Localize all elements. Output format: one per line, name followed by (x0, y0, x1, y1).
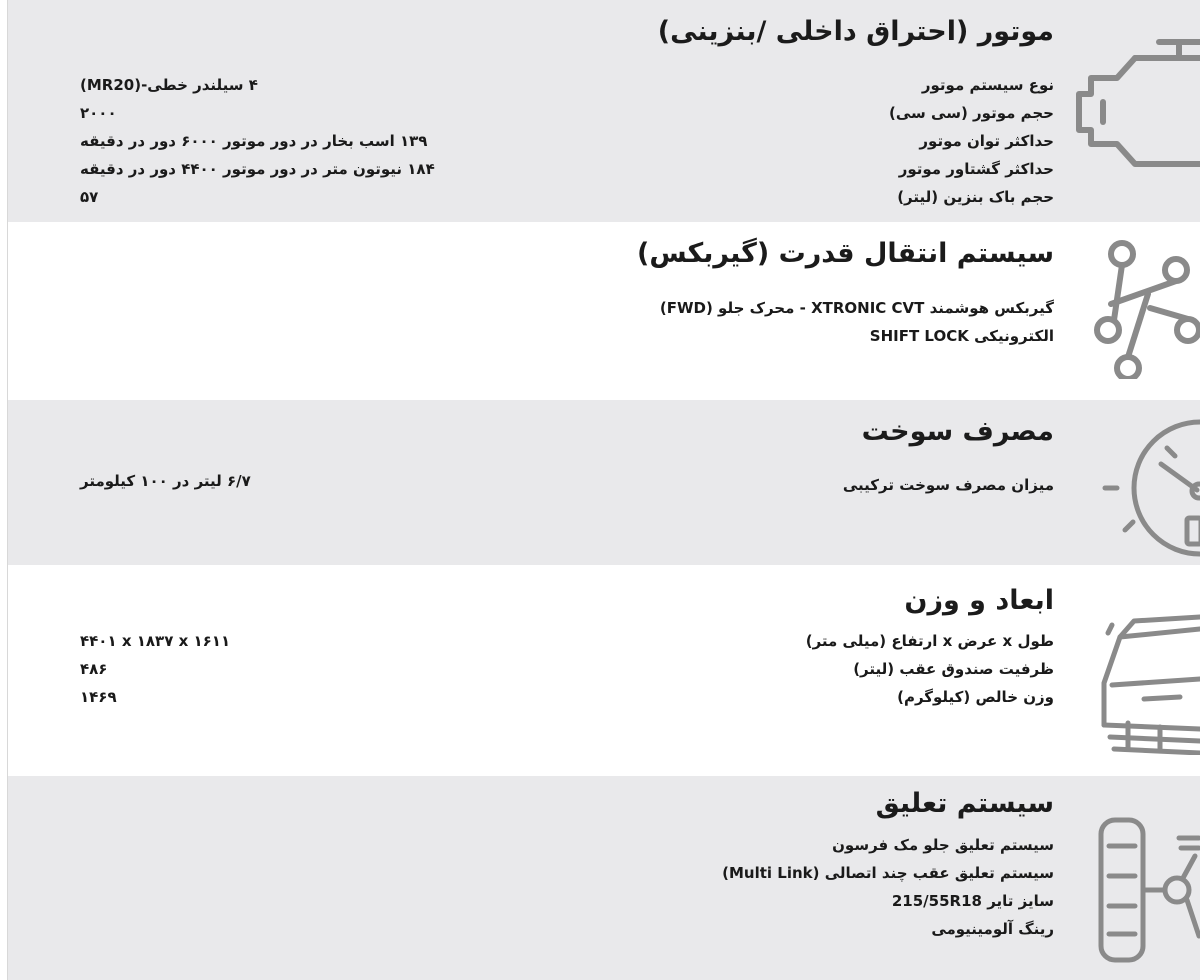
spec-label: حداکثر توان موتور (919, 132, 1054, 150)
spec-value: ۴۸۶ (80, 660, 108, 678)
car-dimensions-icon (1100, 613, 1200, 755)
spec-value: ۵۷ (80, 188, 99, 206)
spec-labels (494, 294, 1054, 350)
spec-label: سیستم تعلیق عقب چند اتصالی (Multi Link) (722, 864, 1054, 882)
spec-label: وزن خالص (کیلوگرم) (897, 688, 1054, 706)
engine-icon (1075, 22, 1200, 182)
spec-label: طول x عرض x ارتفاع (میلی متر) (805, 632, 1054, 650)
section-suspension (0, 776, 1200, 980)
section-fuel (0, 400, 1200, 565)
section-transmission (0, 222, 1200, 400)
spec-label: SHIFT LOCK الکترونیکی (869, 327, 1054, 345)
section-title: مصرف سوخت (861, 416, 1054, 447)
spec-values (80, 467, 600, 495)
spec-label: نوع سیستم موتور (921, 76, 1054, 94)
spec-value: ۴ سیلندر خطی-(MR20) (80, 76, 258, 94)
spec-value: ۶/۷ لیتر در ۱۰۰ کیلومتر (80, 472, 251, 490)
spec-label: رینگ آلومینیومی (931, 920, 1054, 938)
gear-shift-icon (1090, 234, 1200, 379)
spec-label: حداکثر گشتاور موتور (898, 160, 1054, 178)
spec-label: ظرفیت صندوق عقب (لیتر) (853, 660, 1054, 678)
spec-label: حجم موتور (سی سی) (889, 104, 1054, 122)
spec-labels (494, 831, 1054, 943)
section-title: موتور (احتراق داخلی /بنزینی) (657, 16, 1054, 47)
spec-label: حجم باک بنزین (لیتر) (897, 188, 1054, 206)
spec-value: ۱۳۹ اسب بخار در دور موتور ۶۰۰۰ دور در دقیقه (80, 132, 428, 150)
spec-value: ۱۴۶۹ (80, 688, 117, 706)
section-title: ابعاد و وزن (904, 585, 1054, 616)
spec-label: میزان مصرف سوخت ترکیبی (842, 476, 1054, 494)
section-dimensions (0, 565, 1200, 776)
spec-value: ۱۸۴ نیوتون متر در دور موتور ۴۴۰۰ دور در دقیقه (80, 160, 435, 178)
section-title: سیستم انتقال قدرت (گیربکس) (636, 238, 1054, 269)
fuel-gauge-icon (1075, 418, 1200, 560)
spec-value: ۴۴۰۱ x ۱۸۳۷ x ۱۶۱۱ (80, 632, 231, 650)
section-title: سیستم تعلیق (875, 788, 1054, 819)
spec-values (80, 627, 600, 711)
spec-value: ۲۰۰۰ (80, 104, 117, 122)
section-engine (0, 0, 1200, 222)
page-left-border (0, 0, 8, 980)
spec-label: سیستم تعلیق جلو مک فرسون (832, 836, 1054, 854)
spec-label: سایز تایر 215/55R18 (891, 892, 1054, 910)
suspension-icon (1095, 816, 1200, 966)
spec-values (80, 71, 600, 211)
spec-label: گیربکس هوشمند XTRONIC CVT - محرک جلو (FWD) (659, 299, 1054, 317)
